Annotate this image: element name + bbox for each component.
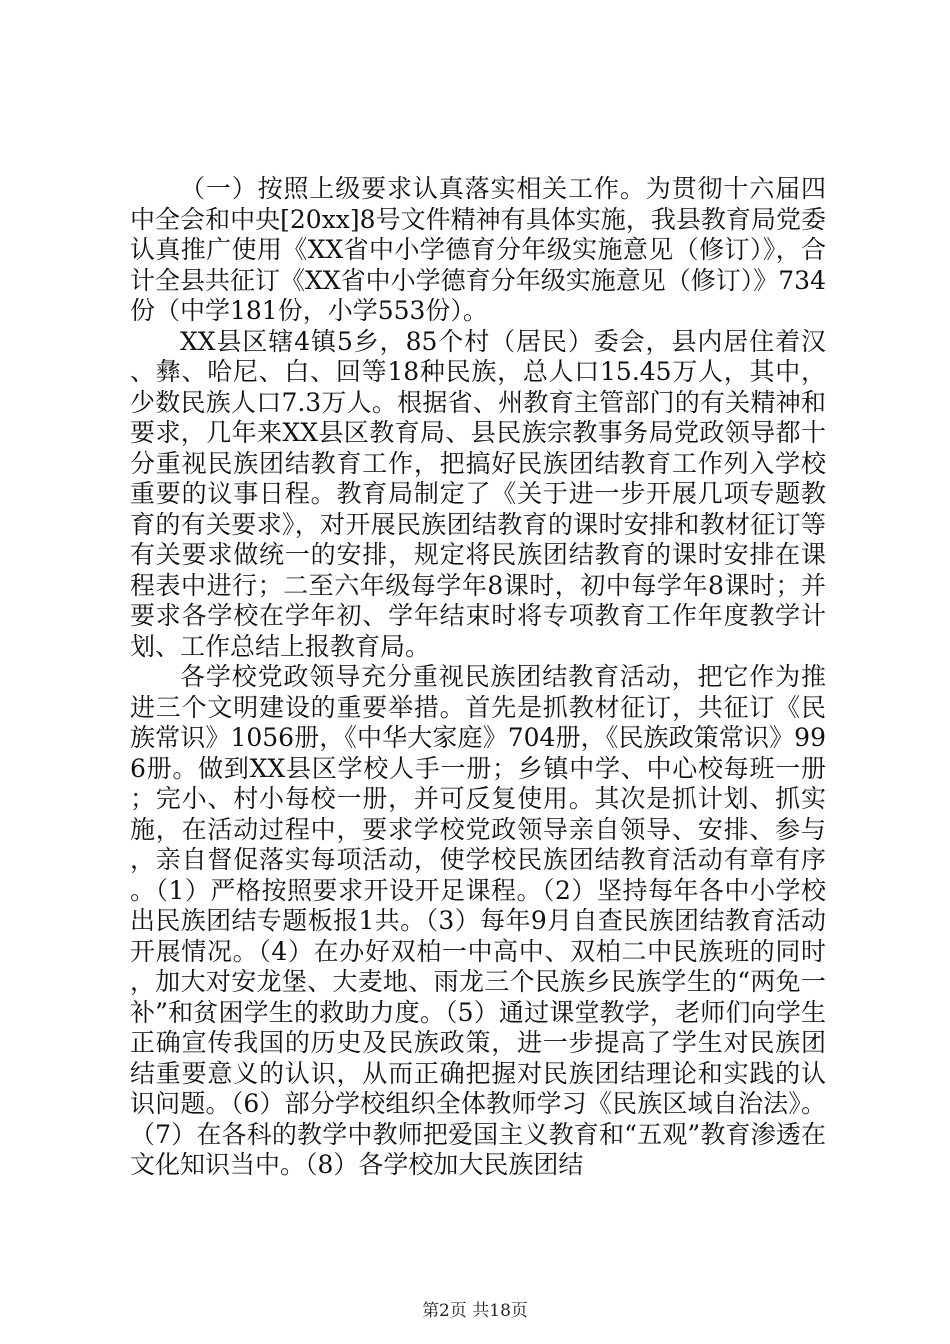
paragraph-2: XX县区辖4镇5乡，85个村（居民）委会，县内居住着汉、彝、哈尼、白、回等18种民族，总人口15.45万人，其中，少数民族人口7.3万人。根据省、州教育主管部门的有关精神和要求，几年来XX县区教育局、县民族宗教事务局党政领导都十分重视民族团结教育工作，把搞好民族团结教育工作列入学校重要的议事日程。教育局制定了《关于进一步开展几项专题教育的有关要求》，对开展民族团结教育的课时安排和教材征订等有关要求做统一的安排，规定将民族团结教育的课时安排在课程表中进行；二至六年级每学年8课时，初中每学年8课时；并要求各学校在学年初、学年结束时将专项教育工作年度教学计划、工作总结上报教育局。: [130, 326, 826, 661]
paragraph-3: 各学校党政领导充分重视民族团结教育活动，把它作为推进三个文明建设的重要举措。首先是抓教材征订，共征订《民族常识》1056册，《中华大家庭》704册，《民族政策常识》996册。做到XX县区学校人手一册；乡镇中学、中心校每班一册；完小、村小每校一册，并可反复使用。其次是抓计划、抓实施，在活动过程中，要求学校党政领导亲自领导、安排、参与，亲自督促落实每项活动，使学校民族团结教育活动有章有序。（1）严格按照要求开设开足课程。（2）坚持每年各中小学校出民族团结专题板报1共。（3）每年9月自查民族团结教育活动开展情况。（4）在办好双柏一中高中、双柏二中民族班的同时，加大对安龙堡、大麦地、雨龙三个民族乡民族学生的“两免一补”和贫困学生的救助力度。（5）通过课堂教学，老师们向学生正确宣传我国的历史及民族政策，进一步提高了学生对民族团结重要意义的认识，从而正确把握对民族团结理论和实践的认识问题。（6）部分学校组织全体教师学习《民族区域自治法》。（7）在各科的教学中教师把爱国主义教育和“五观”教育渗透在文化知识当中。（8）各学校加大民族团结: [130, 662, 826, 1179]
paragraph-1: （一）按照上级要求认真落实相关工作。为贯彻十六届四中全会和中央[20xx]8号文件精神有具体实施，我县教育局党委认真推广使用《XX省中小学德育分年级实施意见（修订）》，合计全县共征订《XX省中小学德育分年级实施意见（修订）》734份（中学181份，小学553份）。: [130, 174, 826, 325]
document-body: [130, 174, 826, 1181]
page-number-footer: 第2页 共18页: [422, 1301, 528, 1321]
